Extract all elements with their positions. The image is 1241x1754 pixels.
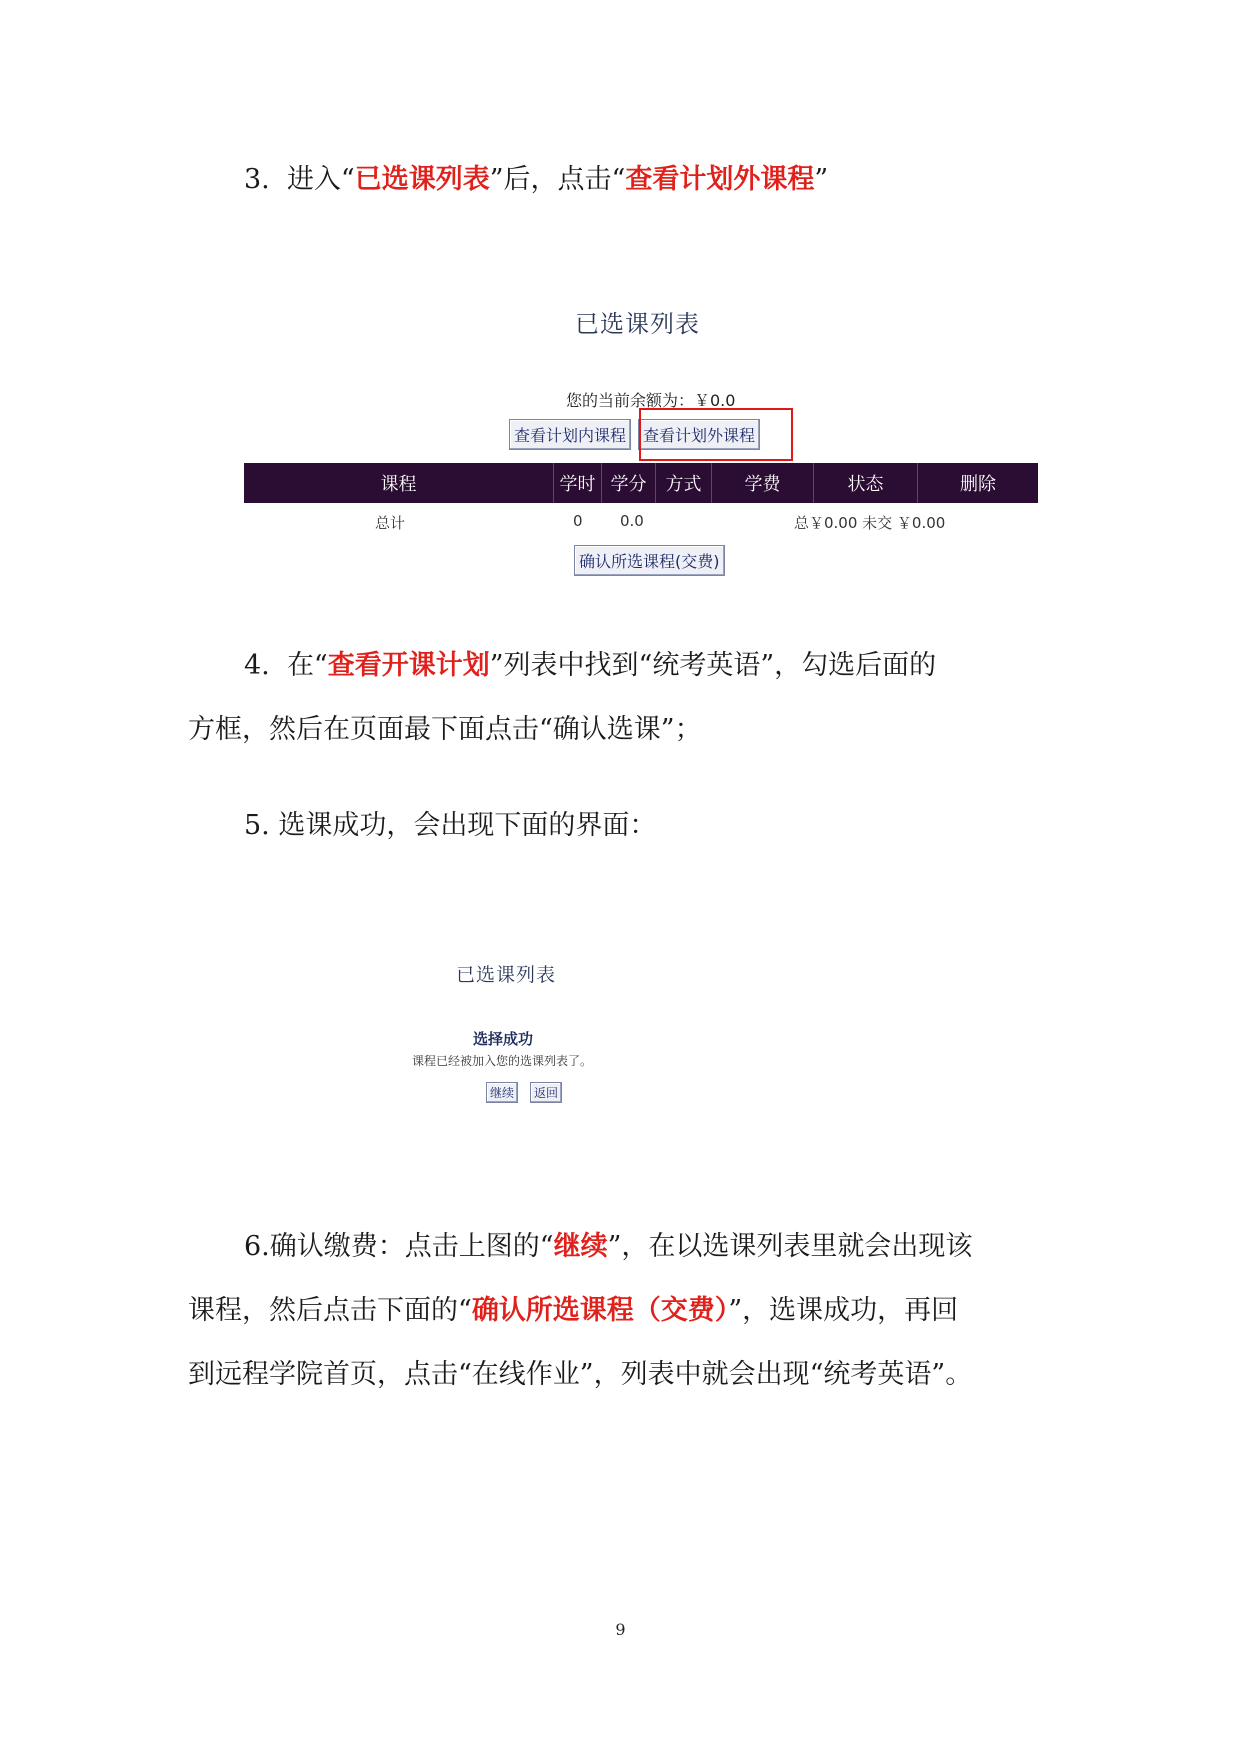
step3-number: 3. — [244, 164, 270, 195]
confirm-selected-courses-button[interactable]: 确认所选课程(交费) — [574, 545, 725, 576]
header-delete: 删除 — [960, 474, 996, 495]
red-highlight-box — [639, 408, 793, 461]
header-status: 状态 — [814, 463, 918, 503]
highlight-selected-list: 已选课列表 — [354, 164, 490, 195]
screenshot-selection-success — [410, 960, 670, 1110]
highlight-continue: 继续 — [553, 1231, 608, 1262]
step4-paragraph: 4. 在“查看开课计划”列表中找到“统考英语”，勾选后面的 方框，然后在页面最下面点击“确认选课”； — [188, 650, 937, 745]
highlight-view-course-plan: 查看开课计划 — [327, 650, 490, 681]
success-heading: 选择成功 — [473, 1030, 534, 1048]
highlight-view-out-plan: 查看计划外课程 — [625, 164, 815, 195]
header-method: 方式 — [656, 463, 712, 503]
step4-number: 4. — [244, 650, 270, 681]
total-fee: 总￥0.00 未交 ￥0.00 — [794, 514, 946, 532]
header-fee: 学费 — [712, 463, 814, 503]
step6-paragraph: 6.确认缴费：点击上图的“继续”，在以选课列表里就会出现该 课程，然后点击下面的“确认所选课程（交费）”，选课成功，再回 到远程学院首页，点击“在线作业”，列表中就会出现“统考英语”。 — [188, 1231, 973, 1390]
total-label: 总计 — [375, 514, 406, 532]
continue-button[interactable]: 继续 — [486, 1082, 518, 1103]
balance-text: 您的当前余额为：￥0.0 — [566, 391, 736, 410]
header-hours: 学时 — [554, 463, 602, 503]
success-message: 课程已经被加入您的选课列表了。 — [412, 1054, 593, 1068]
total-hours: 0 — [573, 512, 583, 530]
view-in-plan-button[interactable]: 查看计划内课程 — [509, 419, 631, 450]
shot1-title: 已选课列表 — [575, 310, 700, 338]
header-course: 课程 — [244, 463, 554, 503]
back-button[interactable]: 返回 — [530, 1082, 562, 1103]
step3-paragraph: 3. 进入“已选课列表”后，点击“查看计划外课程” — [244, 164, 829, 195]
course-table-header — [244, 463, 1038, 503]
header-credits: 学分 — [602, 463, 656, 503]
shot2-title: 已选课列表 — [456, 964, 557, 986]
highlight-confirm-fee: 确认所选课程（交费） — [471, 1295, 729, 1326]
screenshot-selected-course-list — [244, 300, 1044, 580]
step5-paragraph: 5. 选课成功，会出现下面的界面： — [244, 810, 657, 841]
total-credits: 0.0 — [620, 512, 644, 530]
view-out-plan-button[interactable]: 查看计划外课程 — [638, 419, 760, 450]
page-number: 9 — [615, 1620, 626, 1639]
